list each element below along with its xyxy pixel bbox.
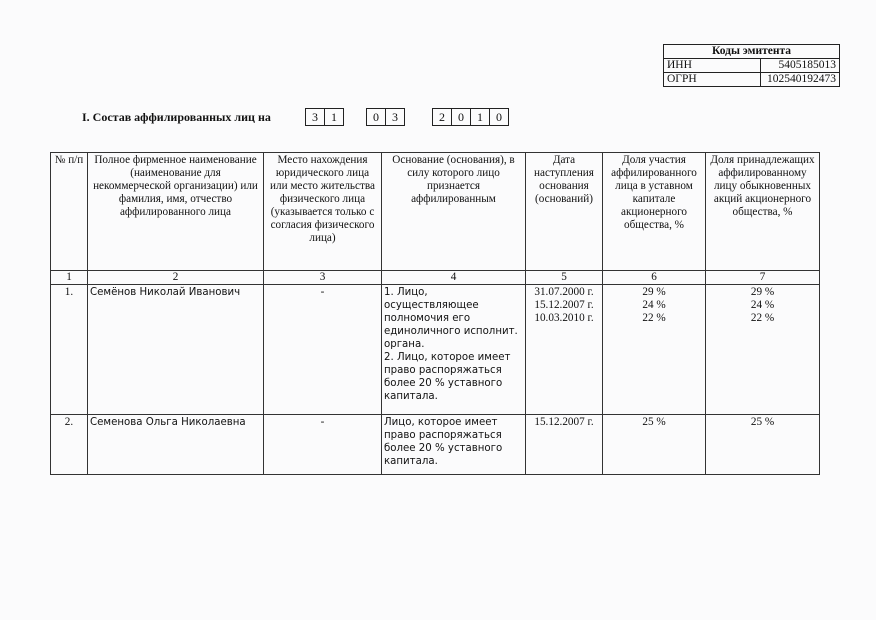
header-basis: Основание (основания), в силу которого лицо признается аффилированным (382, 153, 526, 271)
header-name: Полное фирменное наименование (наименование для некоммерческой организации) или фамилия, имя, отчество аффилированного лица (88, 153, 264, 271)
date-digit: 1 (324, 109, 343, 125)
share-value: 29 % (750, 286, 775, 298)
header-share-stock: Доля принадлежащих аффилированному лицу обыкновенных акций акционерного общества, % (706, 153, 820, 271)
date-digit: 3 (385, 109, 404, 125)
column-number: 7 (706, 271, 820, 285)
affiliates-table (50, 152, 820, 475)
header-share-capital: Доля участия аффилированного лица в уставном капитале акционерного общества, % (603, 153, 706, 271)
column-number: 1 (51, 271, 88, 285)
section-heading: I. Состав аффилированных лиц на (82, 110, 271, 124)
basis-dates (526, 285, 603, 415)
row-number: 1. (51, 285, 88, 415)
header-number: № п/п (51, 153, 88, 271)
share-value: 22 % (750, 312, 775, 324)
basis-item: 1. Лицо, осуществляющее полномочия его единоличного исполнит. органа. (384, 287, 518, 350)
date-digit: 3 (312, 110, 318, 124)
date-digit: 2 (439, 110, 445, 124)
basis-item: 2. Лицо, которое имеет право распоряжаться более 20 % уставного капитала. (384, 352, 511, 402)
affiliate-name: Семёнов Николай Иванович (88, 285, 264, 415)
basis-date: 31.07.2000 г. (534, 286, 594, 298)
row-number: 2. (51, 415, 88, 475)
share-stock (706, 415, 820, 475)
date-month-box (366, 108, 405, 126)
header-date: Дата наступления основания (оснований) (526, 153, 603, 271)
code-value: 5405185013 (761, 59, 840, 73)
share-stock (706, 285, 820, 415)
issuer-codes-title: Коды эмитента (664, 45, 840, 59)
share-value: 24 % (750, 299, 775, 311)
header-location: Место нахождения юридического лица или место жительства физического лица (указывается только с согласия физического лица) (264, 153, 382, 271)
date-digit: 0 (373, 110, 379, 124)
code-row-ogrn (664, 73, 840, 87)
issuer-codes-box (663, 44, 840, 87)
affiliate-basis (382, 285, 526, 415)
share-capital (603, 415, 706, 475)
column-number: 5 (526, 271, 603, 285)
basis-date: 15.12.2007 г. (534, 416, 594, 428)
column-number: 4 (382, 271, 526, 285)
share-capital (603, 285, 706, 415)
basis-date: 15.12.2007 г. (534, 299, 594, 311)
affiliate-name: Семенова Ольга Николаевна (88, 415, 264, 475)
basis-date: 10.03.2010 г. (534, 312, 594, 324)
affiliate-location: - (264, 285, 382, 415)
table-header-row (51, 153, 820, 271)
date-digit: 0 (489, 109, 508, 125)
share-value: 29 % (642, 286, 666, 298)
table-row (51, 415, 820, 475)
date-digit: 0 (451, 109, 470, 125)
share-value: 24 % (642, 299, 666, 311)
column-number: 3 (264, 271, 382, 285)
column-number-row (51, 271, 820, 285)
affiliate-location: - (264, 415, 382, 475)
code-label: ОГРН (664, 73, 761, 87)
date-day-box (305, 108, 344, 126)
date-year-box (432, 108, 509, 126)
date-digit: 1 (470, 109, 489, 125)
basis-dates (526, 415, 603, 475)
share-value: 25 % (750, 416, 775, 428)
basis-item: Лицо, которое имеет право распоряжаться более 20 % уставного капитала. (384, 417, 503, 467)
affiliate-basis (382, 415, 526, 475)
column-number: 6 (603, 271, 706, 285)
code-value: 102540192473 (761, 73, 840, 87)
table-row (51, 285, 820, 415)
code-label: ИНН (664, 59, 761, 73)
code-row-inn (664, 59, 840, 73)
share-value: 25 % (642, 416, 666, 428)
column-number: 2 (88, 271, 264, 285)
share-value: 22 % (642, 312, 666, 324)
